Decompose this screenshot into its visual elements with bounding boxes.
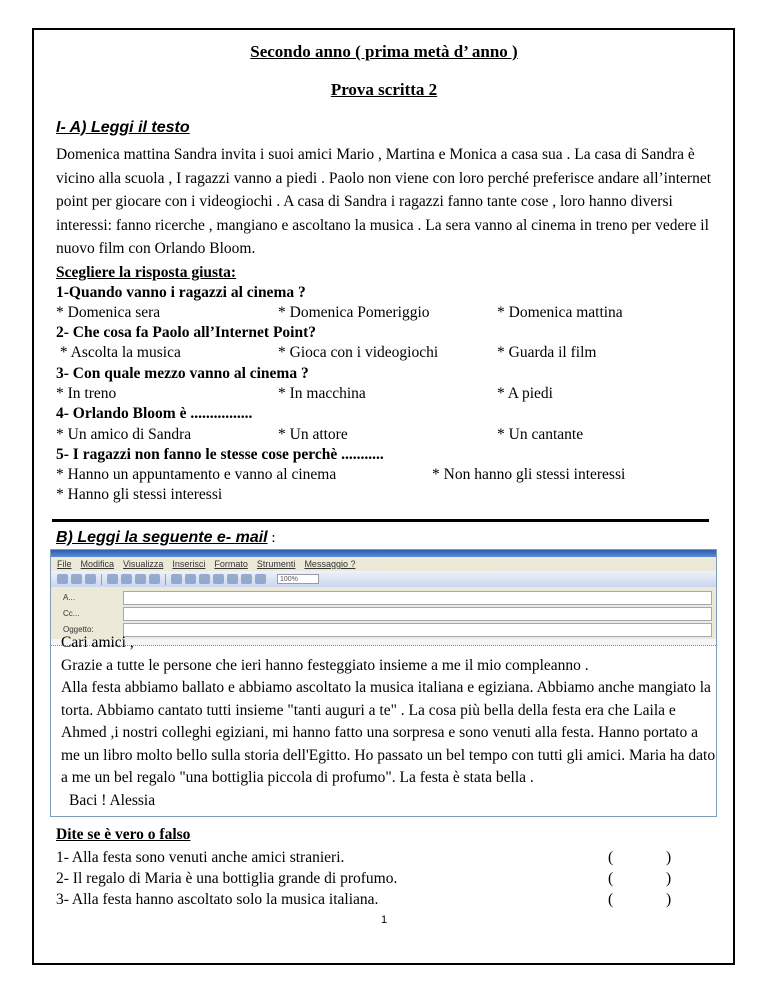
menu-inserisci[interactable]: Inserisci bbox=[172, 559, 206, 569]
list-icon[interactable] bbox=[199, 574, 210, 584]
zoom-icon[interactable] bbox=[255, 574, 266, 584]
q4-option-b: * Un attore bbox=[278, 426, 348, 443]
cut-icon[interactable] bbox=[107, 574, 118, 584]
email-body[interactable] bbox=[61, 632, 716, 812]
true-false-heading: Dite se è vero o falso bbox=[56, 826, 191, 843]
tf-statement-3: 3- Alla festa hanno ascoltato solo la musica italiana. bbox=[56, 891, 379, 908]
toolbar-separator bbox=[101, 574, 102, 585]
q5-option-c: * Hanno gli stessi interessi bbox=[56, 486, 223, 503]
section-b-heading-wrap bbox=[56, 529, 276, 547]
to-row bbox=[55, 591, 712, 605]
attach-icon[interactable] bbox=[171, 574, 182, 584]
question-2: 2- Che cosa fa Paolo all’Internet Point? bbox=[56, 324, 317, 341]
page-title: Secondo anno ( prima metà d’ anno ) bbox=[250, 42, 518, 61]
print-icon[interactable] bbox=[85, 574, 96, 584]
save-icon[interactable] bbox=[71, 574, 82, 584]
to-input[interactable] bbox=[123, 591, 712, 605]
image-icon[interactable] bbox=[227, 574, 238, 584]
q2-option-b: * Gioca con i videogiochi bbox=[278, 344, 439, 361]
question-5: 5- I ragazzi non fanno le stesse cose perchè ........... bbox=[56, 446, 384, 463]
toolbar bbox=[51, 571, 716, 587]
q3-option-c: * A piedi bbox=[497, 385, 553, 402]
section-b-heading: B) Leggi la seguente e- mail bbox=[56, 529, 268, 546]
q2-option-a: * Ascolta la musica bbox=[56, 344, 181, 361]
cc-input[interactable] bbox=[123, 607, 712, 621]
tf-answer-1-close: ) bbox=[666, 849, 672, 866]
menu-strumenti[interactable]: Strumenti bbox=[256, 559, 296, 569]
table-icon[interactable] bbox=[241, 574, 252, 584]
menu-modifica[interactable]: Modifica bbox=[80, 559, 115, 569]
q3-option-a: * In treno bbox=[56, 385, 117, 402]
section-b-colon: : bbox=[267, 530, 276, 546]
menu-bar bbox=[51, 557, 716, 571]
menu-file[interactable]: File bbox=[57, 559, 72, 569]
tf-answer-2-close: ) bbox=[666, 870, 672, 887]
email-signature: Baci ! Alessia bbox=[69, 791, 156, 809]
q1-option-c: * Domenica mattina bbox=[497, 304, 623, 321]
link-icon[interactable] bbox=[213, 574, 224, 584]
send-icon[interactable] bbox=[57, 574, 68, 584]
window-titlebar bbox=[51, 550, 716, 557]
paste-icon[interactable] bbox=[135, 574, 146, 584]
email-body-text: Cari amici , Grazie a tutte le persone che ieri hanno festeggiato insieme a me il mio compleanno . Alla festa abbiamo ballato e abbiamo ascoltato la musica italiana e egiziana. Abbiamo anche mangiato la torta. Abbiamo cantato tutti insieme "tanti auguri a te" . La cosa più bella della festa era che Laila e Ahmed ,i nostri colleghi egiziani, mi hanno fatto una sorpresa e sono venuti alla festa. Hanno portato a me un libro molto bello sulla storia dell'Egitto. Ho passato un bel tempo con tutti gli amici. Maria ha dato a me un bel regalo "una bottiglia piccola di profumo". La festa è stata bella . bbox=[61, 634, 716, 786]
section-a-heading: I- A) Leggi il testo bbox=[56, 119, 190, 136]
menu-formato[interactable]: Formato bbox=[214, 559, 248, 569]
tf-answer-2-open: ( bbox=[608, 870, 614, 887]
section-divider bbox=[52, 519, 709, 522]
question-3: 3- Con quale mezzo vanno al cinema ? bbox=[56, 365, 309, 382]
q1-option-b: * Domenica Pomeriggio bbox=[278, 304, 430, 321]
reading-text: Domenica mattina Sandra invita i suoi amici Mario , Martina e Monica a casa sua . La casa di Sandra è vicino alla scuola , I ragazzi vanno a piedi . Paolo non viene con loro perché preferisce andare all’internet point per giocare con i videogiochi . A casa di Sandra i ragazzi fanno tante cose , loro hanno diversi interessi: fanno ricerche , mangiano e ascoltano la musica . La sera vanno al cinema in treno per vedere il nuovo film con Orlando Bloom. bbox=[56, 146, 712, 257]
tf-answer-3-open: ( bbox=[608, 891, 614, 908]
q4-option-a: * Un amico di Sandra bbox=[56, 426, 192, 443]
question-4: 4- Orlando Bloom è ................ bbox=[56, 405, 253, 422]
toolbar-separator bbox=[165, 574, 166, 585]
menu-visualizza[interactable]: Visualizza bbox=[123, 559, 164, 569]
q3-option-b: * In macchina bbox=[278, 385, 366, 402]
undo-icon[interactable] bbox=[149, 574, 160, 584]
subject-label: Oggetto: bbox=[63, 625, 94, 634]
q5-option-a: * Hanno un appuntamento e vanno al cinema bbox=[56, 466, 337, 483]
cc-label[interactable]: Cc... bbox=[63, 609, 80, 618]
zoom-select[interactable]: 100% bbox=[277, 574, 319, 584]
menu-messaggio[interactable]: Messaggio ? bbox=[304, 559, 356, 569]
to-label[interactable]: A... bbox=[63, 593, 76, 602]
tf-statement-2: 2- Il regalo di Maria è una bottiglia grande di profumo. bbox=[56, 870, 398, 887]
cc-row bbox=[55, 607, 712, 621]
page-number: 1 bbox=[380, 914, 388, 926]
email-window bbox=[50, 549, 717, 817]
tf-answer-3-close: ) bbox=[666, 891, 672, 908]
question-1: 1-Quando vanno i ragazzi al cinema ? bbox=[56, 284, 306, 301]
page-subtitle: Prova scritta 2 bbox=[330, 80, 438, 99]
q5-option-b: * Non hanno gli stessi interessi bbox=[432, 466, 626, 483]
q1-option-a: * Domenica sera bbox=[56, 304, 161, 321]
q2-option-c: * Guarda il film bbox=[497, 344, 597, 361]
format-icon[interactable] bbox=[185, 574, 196, 584]
q4-option-c: * Un cantante bbox=[497, 426, 584, 443]
copy-icon[interactable] bbox=[121, 574, 132, 584]
tf-answer-1-open: ( bbox=[608, 849, 614, 866]
instruction: Scegliere la risposta giusta: bbox=[56, 264, 237, 281]
tf-statement-1: 1- Alla festa sono venuti anche amici stranieri. bbox=[56, 849, 345, 866]
